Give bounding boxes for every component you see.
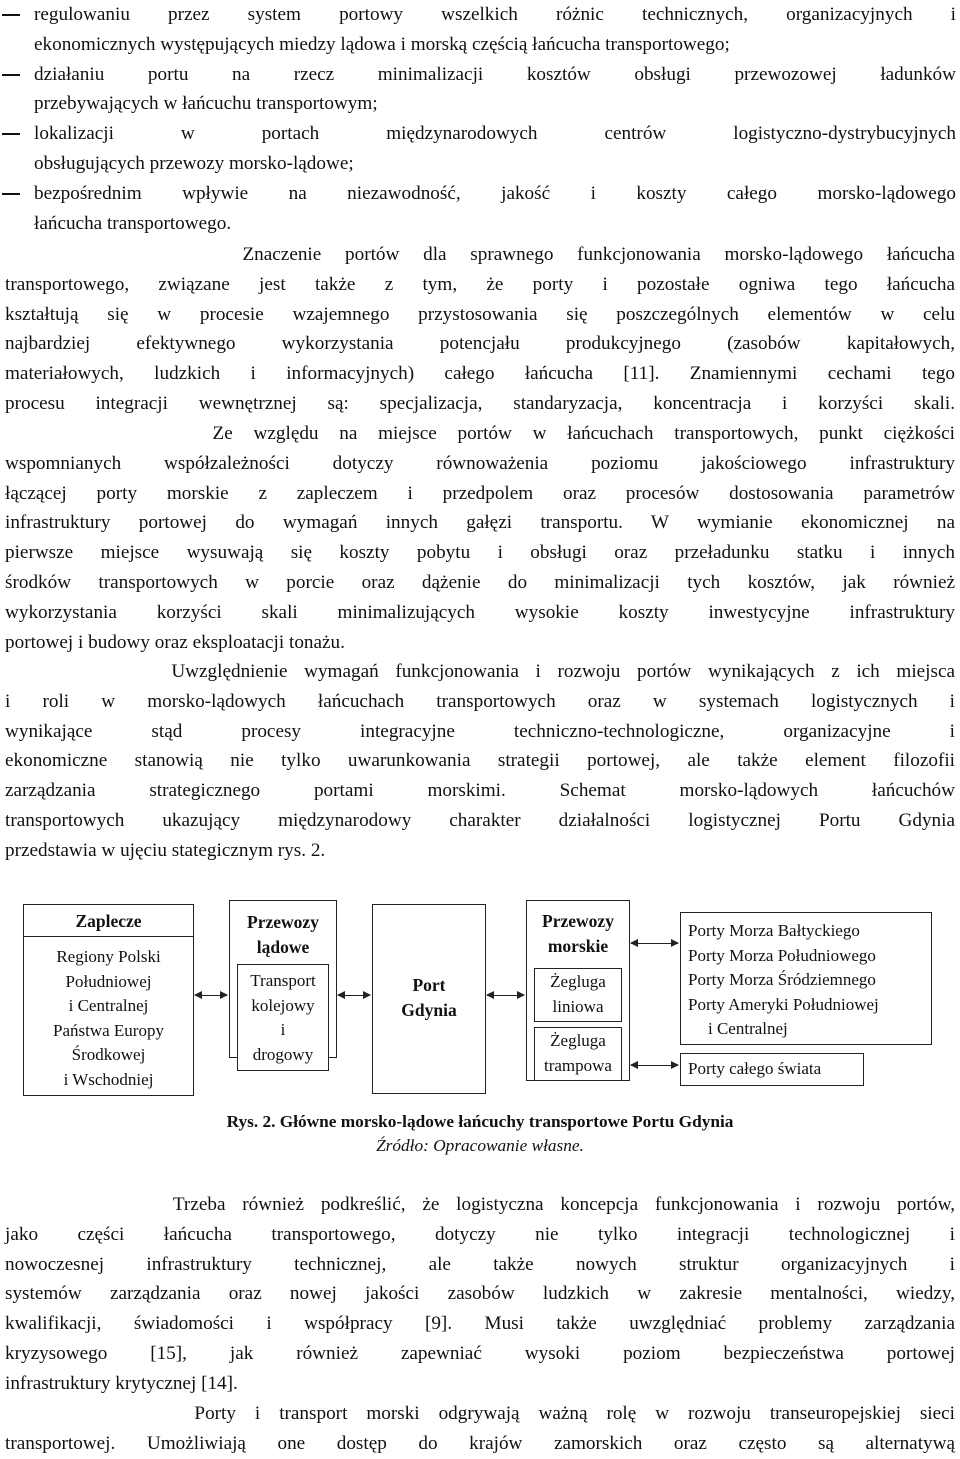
paragraph <box>5 1190 955 1399</box>
tramp-shipping-box <box>534 1027 622 1081</box>
text-line: Znaczenie portów dla sprawnego funkcjonowania morsko-lądowego łańcucha <box>5 244 955 265</box>
text-line: kształtują się w procesie wzajemnego przystosowania się poszczególnych elementów w celu <box>5 303 955 325</box>
double-arrow-icon <box>487 995 524 996</box>
text-line: i roli w morsko-lądowych łańcuchach transportowych oraz w systemach logistycznych i <box>5 690 955 712</box>
text-line: ekonomiczne stanowią nie tylko uwarunkowania strategii portowej, ale także element filozofii <box>5 750 955 772</box>
mode-line: liniowa <box>552 996 604 1016</box>
list-line: łańcucha transportowego. <box>34 212 232 234</box>
text-line: wspomnianych współzależności dotyczy równoważenia poziomu jakościowego infrastruktury <box>5 452 955 474</box>
list-item <box>0 179 956 239</box>
destination-ports-box <box>680 912 932 1045</box>
destination-line: i Centralnej <box>708 1019 788 1038</box>
text-line: infrastruktury krytycznej [14]. <box>5 1372 238 1394</box>
text-line: transportowego, związane jest także z tym, że porty i pozostałe ogniwa tego łańcucha <box>5 273 955 295</box>
sea-transport-title <box>527 909 629 958</box>
land-transport-title <box>230 910 336 959</box>
list-line: działaniu portu na rzecz minimalizacji kosztów obsługi przewozowej ładunków <box>34 63 956 85</box>
transport-chain-diagram <box>0 895 960 1105</box>
dash-bullet-icon <box>2 193 20 195</box>
destination-line: Porty Morza Bałtyckiego <box>688 921 860 940</box>
bullet-list <box>0 0 956 238</box>
list-item <box>0 119 956 179</box>
text-line: kryzysowego [15], jak również zapewniać wysoki poziom bezpieczeństwa portowej <box>5 1342 955 1364</box>
list-line: ekonomicznych występujących miedzy lądowa i morską częścią łańcucha transportowego; <box>34 33 730 55</box>
title-line: morskie <box>547 935 609 956</box>
text-line: jako części łańcucha transportowego, dotyczy nie tylko integracji technologicznej i <box>5 1223 955 1245</box>
mode-line: drogowy <box>252 1044 314 1064</box>
text-line: łączącej porty morskie z zapleczem i przedpolem oraz procesów dostosowania parametrów <box>5 482 955 504</box>
port-line: Gdynia <box>401 999 457 1020</box>
mode-line: trampowa <box>544 1055 612 1075</box>
region-line: Środkowej <box>71 1045 146 1064</box>
list-line: bezpośrednim wpływie na niezawodność, jakość i koszty całego morsko-lądowego <box>34 182 956 204</box>
list-line: regulowaniu przez system portowy wszelkich różnic technicznych, organizacyjnych i <box>34 4 956 25</box>
paragraph <box>5 1399 955 1459</box>
double-arrow-icon <box>631 1065 678 1066</box>
double-arrow-icon <box>195 995 227 996</box>
destination-line: Porty całego świata <box>688 1059 822 1078</box>
region-line: i Centralnej <box>68 996 149 1015</box>
mode-line: kolejowy <box>251 995 315 1015</box>
land-transport-modes <box>237 964 329 1071</box>
region-line: i Wschodniej <box>63 1069 154 1089</box>
text-line: transportowych ukazujący międzynarodowy charakter działalności logistycznej Portu Gdynia <box>5 809 955 831</box>
text-line: materiałowych, ludzkich i informacyjnych) całego łańcucha [11]. Znamiennymi cechami tego <box>5 363 955 385</box>
paragraph <box>5 657 955 866</box>
hinterland-header <box>24 906 193 937</box>
figure-source: Źródło: Opracowanie własne. <box>376 1136 584 1155</box>
region-line: Państwa Europy <box>53 1020 164 1040</box>
text-line: systemów zarządzania oraz nowej jakości zasobów ludzkich w zakresie mentalności, wiedzy, <box>5 1283 955 1305</box>
region-line: Południowej <box>65 971 152 991</box>
text-line: Trzeba również podkreślić, że logistyczna koncepcja funkcjonowania i rozwoju portów, <box>5 1194 956 1215</box>
dash-bullet-icon <box>2 133 20 135</box>
hinterland-title: Zaplecze <box>75 911 142 931</box>
text-line: pierwsze miejsce wysuwają się koszty pobytu i obsługi oraz przeładunku statku i innych <box>5 542 955 564</box>
sea-transport-box <box>526 900 630 1081</box>
text-line: procesu integracji wewnętrznej są: specjalizacja, standaryzacja, koncentracja i korzyści skali. <box>5 392 955 414</box>
text-line: Ze względu na miejsce portów w łańcuchach transportowych, punkt ciężkości <box>5 423 956 444</box>
destination-line: Porty Morza Południowego <box>688 945 876 965</box>
list-line: przebywających w łańcuchu transportowym; <box>34 93 378 115</box>
destination-line: Porty Ameryki Południowej <box>688 994 879 1014</box>
text-line: środków transportowych w porcie oraz dążenie do minimalizacji tych kosztów, jak również <box>5 571 955 593</box>
paragraph <box>5 240 955 419</box>
liner-shipping-box <box>534 968 622 1022</box>
text-line: wynikające stąd procesy integracyjne techniczno-technologiczne, organizacyjne i <box>5 720 955 742</box>
title-line: Przewozy <box>247 912 319 932</box>
mode-line: Żegluga <box>550 972 606 991</box>
list-line: lokalizacji w portach międzynarodowych centrów logistyczno-dystrybucyjnych <box>34 123 956 145</box>
double-arrow-icon <box>631 943 678 944</box>
paragraph <box>5 419 955 657</box>
double-arrow-icon <box>338 995 370 996</box>
hinterland-box <box>23 904 194 1096</box>
hinterland-regions <box>24 945 193 1092</box>
port-line: Port <box>412 975 446 995</box>
text-line: najbardziej efektywnego wykorzystania potencjału produkcyjnego (zasobów kapitałowych, <box>5 333 955 355</box>
text-line: zarządzania strategicznego portami morskimi. Schemat morsko-lądowych łańcuchów <box>5 780 955 802</box>
text-line: transportowej. Umożliwiają one dostęp do krajów zamorskich oraz często są alternatywą <box>5 1432 955 1454</box>
text-line: przedstawia w ujęciu stategicznym rys. 2. <box>5 839 326 861</box>
title-line: Przewozy <box>542 911 614 931</box>
text-line: Uwzględnienie wymagań funkcjonowania i rozwoju portów wynikających z ich miejsca <box>5 661 956 682</box>
mode-line: Żegluga <box>550 1031 606 1050</box>
region-line: Regiony Polski <box>56 947 161 966</box>
mode-line: i <box>280 1020 286 1039</box>
text-line: kwalifikacji, świadomości i współpracy [9]. Musi także uwzględniać problemy zarządzania <box>5 1313 955 1335</box>
land-transport-box <box>229 900 337 1064</box>
dash-bullet-icon <box>2 14 20 16</box>
figure-caption: Rys. 2. Główne morsko-lądowe łańcuchy transportowe Portu Gdynia <box>226 1112 734 1131</box>
text-line: wykorzystania korzyści skali minimalizujących wysokie koszty inwestycyjne infrastruktury <box>5 601 955 623</box>
list-item <box>0 60 956 120</box>
text-line: nowoczesnej infrastruktury technicznej, ale także nowych struktur organizacyjnych i <box>5 1253 955 1275</box>
destination-line: Porty Morza Śródziemnego <box>688 970 876 989</box>
list-line: obsługujących przewozy morsko-lądowe; <box>34 152 354 174</box>
title-line: lądowe <box>256 936 310 957</box>
mode-line: Transport <box>250 971 316 990</box>
text-line: portowej i budowy oraz eksploatacji tonażu. <box>5 631 345 653</box>
dash-bullet-icon <box>2 74 20 76</box>
worldwide-ports-box <box>680 1053 864 1086</box>
text-line: infrastruktury portowej do wymagań innych gałęzi transportu. W wymianie ekonomicznej na <box>5 512 955 534</box>
port-gdynia-box <box>372 904 486 1094</box>
list-item <box>0 0 956 60</box>
text-line: Porty i transport morski odgrywają ważną rolę w rozwoju transeuropejskiej sieci <box>5 1403 955 1424</box>
